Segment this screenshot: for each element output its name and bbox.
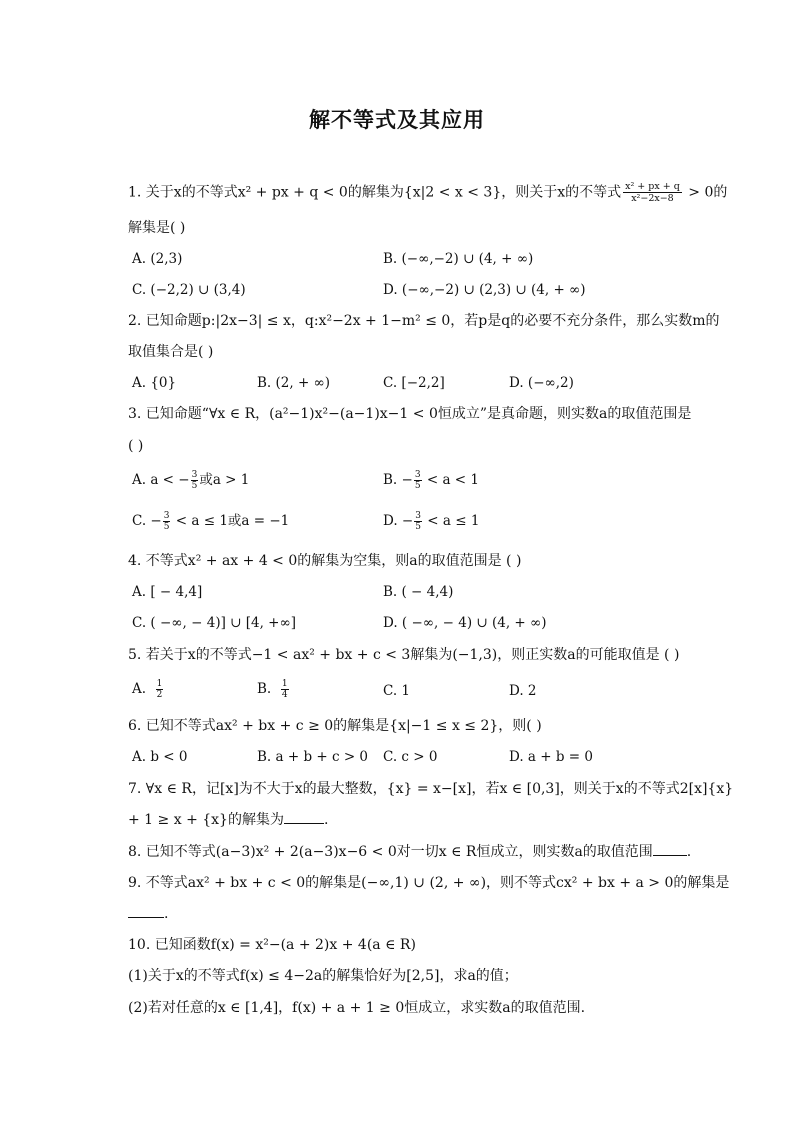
question-3-stem-line2: ( )	[128, 438, 144, 454]
question-3-option-a[interactable]: A. a < − $\frac{3}{5}$ 或a > 1	[132, 470, 250, 491]
question-10-part-1: (1)关于x的不等式f(x) ≤ 4−2a的解集恰好为[2,5]，求a的值；	[128, 968, 518, 984]
question-6-option-c[interactable]: C. c > 0	[383, 749, 438, 765]
question-1-option-b[interactable]: B. (−∞,−2) ∪ (4, + ∞)	[383, 251, 534, 267]
question-5-option-b[interactable]: B. $\frac{1}{4}$	[257, 679, 288, 700]
question-5-option-d[interactable]: D. 2	[509, 683, 537, 699]
question-4-option-a[interactable]: A. [ − 4,4]	[132, 584, 203, 600]
question-3-option-b[interactable]: B. − $\frac{3}{5}$ < a < 1	[383, 470, 479, 491]
question-5-stem-line1: 5. 若关于x的不等式−1 < ax² + bx + c < 3解集为(−1,3)，则正实数a的可能取值是 ( )	[128, 647, 680, 663]
question-1-stem-line1: 1. 关于x的不等式x² + px + q < 0的解集为{x|2 < x < 3}，则关于x的不等式 $\frac{\text{x² + px + q}}{\text{x²−2x−8}}$ > 0的	[128, 181, 728, 204]
page-title: 解不等式及其应用	[309, 107, 485, 132]
question-2-option-b[interactable]: B. (2, + ∞)	[257, 375, 331, 391]
answer-blank[interactable]	[128, 905, 164, 918]
question-4-option-b[interactable]: B. ( − 4,4)	[383, 584, 454, 600]
question-3-stem-line1: 3. 已知命题“∀x ∈ R，(a²−1)x²−(a−1)x−1 < 0恒成立”是真命题，则实数a的取值范围是	[128, 406, 692, 422]
question-7-stem-line2: + 1 ≥ x + {x}的解集为 .	[128, 812, 329, 828]
question-10-part-2: (2)若对任意的x ∈ [1,4]，f(x) + a + 1 ≥ 0恒成立，求实数a的取值范围.	[128, 1000, 586, 1016]
question-10-stem-line1: 10. 已知函数f(x) = x²−(a + 2)x + 4(a ∈ R)	[128, 937, 416, 953]
question-2-option-c[interactable]: C. [−2,2]	[383, 375, 445, 391]
question-3-option-d[interactable]: D. − $\frac{3}{5}$ < a ≤ 1	[383, 511, 480, 532]
question-9-stem-line2: .	[128, 904, 698, 924]
question-5-option-c[interactable]: C. 1	[383, 683, 411, 699]
answer-blank[interactable]	[653, 843, 687, 856]
question-1-fraction: $\frac{\text{x² + px + q}}{\text{x²−2x−8}}$	[625, 181, 680, 204]
question-1-stem-line2: 解集是( )	[128, 220, 186, 236]
question-6-option-b[interactable]: B. a + b + c > 0	[257, 749, 369, 765]
question-4-option-d[interactable]: D. ( −∞, − 4) ∪ (4, + ∞)	[383, 615, 547, 631]
question-1-option-c[interactable]: C. (−2,2) ∪ (3,4)	[132, 282, 246, 298]
question-9-stem-line1: 9. 不等式ax² + bx + c < 0的解集是(−∞,1) ∪ (2, + ∞)，则不等式cx² + bx + a > 0的解集是	[128, 875, 730, 891]
question-6-stem-line1: 6. 已知不等式ax² + bx + c ≥ 0的解集是{x|−1 ≤ x ≤ 2}，则( )	[128, 718, 542, 734]
question-2-option-d[interactable]: D. (−∞,2)	[509, 375, 574, 391]
question-5-option-a[interactable]: A. $\frac{1}{2}$	[132, 679, 163, 700]
question-7-stem-line1: 7. ∀x ∈ R，记[x]为不大于x的最大整数，{x} = x−[x]，若x ∈ [0,3]，则关于x的不等式2[x]{x}	[128, 781, 734, 797]
question-2-option-a[interactable]: A. {0}	[132, 375, 177, 391]
question-2-stem-line1: 2. 已知命题p:|2x−3| ≤ x，q:x²−2x + 1−m² ≤ 0，若p是q的必要不充分条件，那么实数m的	[128, 313, 720, 329]
question-6-option-a[interactable]: A. b < 0	[132, 749, 188, 765]
question-8-stem-line1: 8. 已知不等式(a−3)x² + 2(a−3)x−6 < 0对一切x ∈ R恒成立，则实数a的取值范围 .	[128, 844, 692, 860]
question-4-stem-line1: 4. 不等式x² + ax + 4 < 0的解集为空集，则a的取值范围是 ( )	[128, 553, 522, 569]
question-1-option-d[interactable]: D. (−∞,−2) ∪ (2,3) ∪ (4, + ∞)	[383, 282, 586, 298]
question-4-option-c[interactable]: C. ( −∞, − 4)] ∪ [4, +∞]	[132, 615, 297, 631]
question-6-option-d[interactable]: D. a + b = 0	[509, 749, 593, 765]
answer-blank[interactable]	[284, 811, 324, 824]
question-2-stem-line2: 取值集合是( )	[128, 344, 214, 360]
question-3-option-c[interactable]: C. − $\frac{3}{5}$ < a ≤ 1或a = −1	[132, 511, 290, 532]
question-1-option-a[interactable]: A. (2,3)	[132, 251, 183, 267]
